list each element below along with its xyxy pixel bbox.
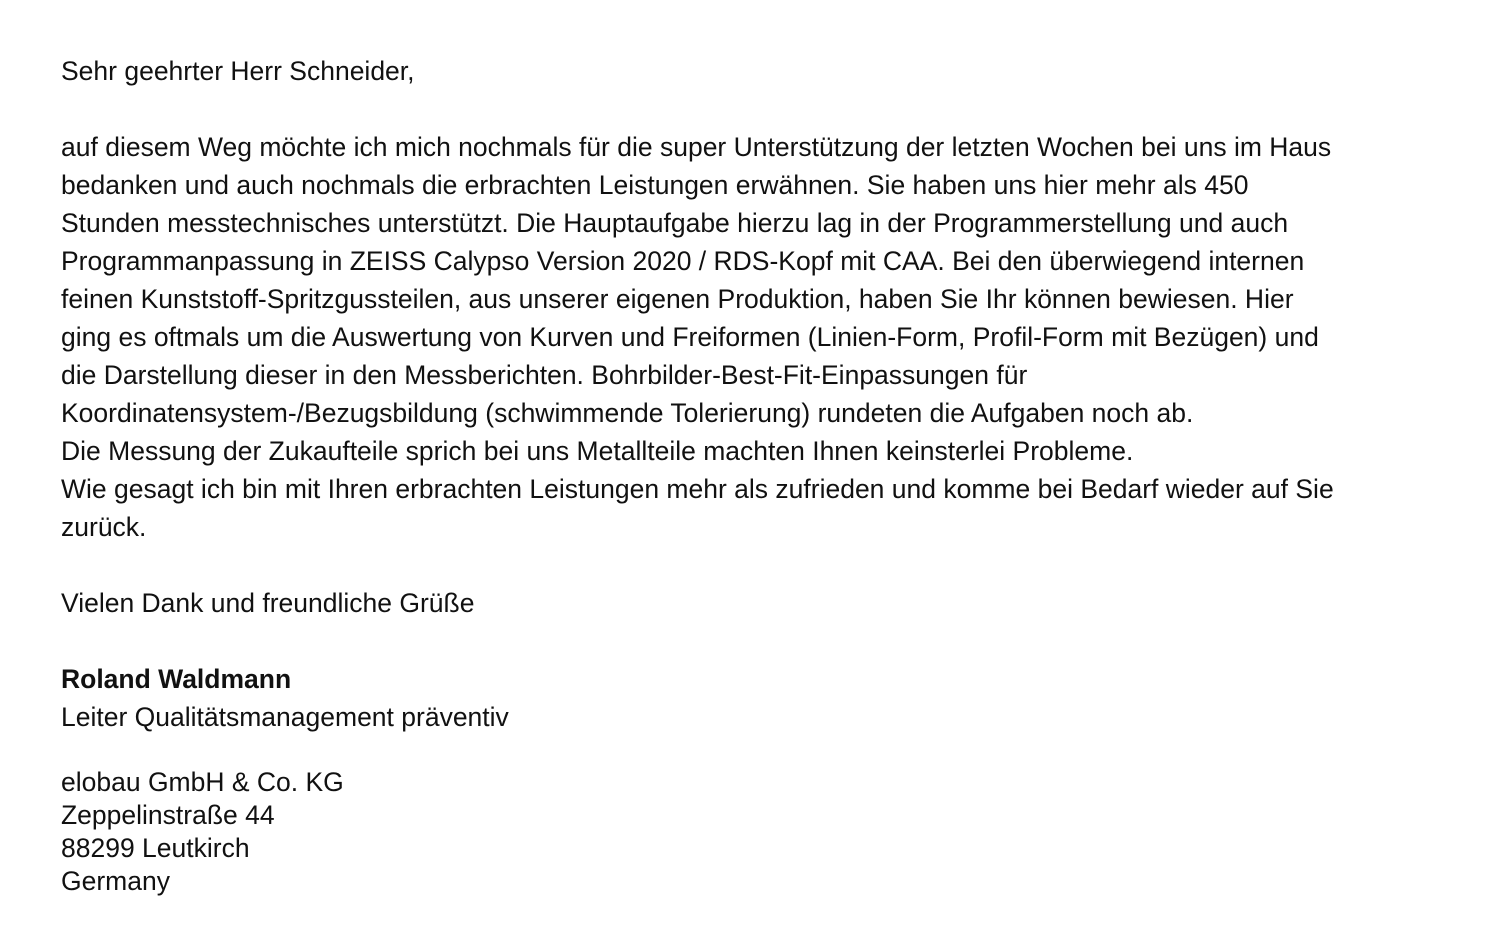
country: Germany <box>61 866 170 896</box>
body-line: ging es oftmals um die Auswertung von Kurven und Freiformen (Linien-Form, Profil-Form mit Bezügen) und <box>61 322 1319 352</box>
salutation: Sehr geehrter Herr Schneider, <box>61 56 415 86</box>
body-line: die Darstellung dieser in den Messberichten. Bohrbilder-Best-Fit-Einpassungen für <box>61 360 1028 390</box>
body-line: auf diesem Weg möchte ich mich nochmals für die super Unterstützung der letzten Wochen bei uns im Haus <box>61 132 1332 162</box>
letter <box>61 52 1461 898</box>
body-line: Programmanpassung in ZEISS Calypso Version 2020 / RDS-Kopf mit CAA. Bei den überwiegend internen <box>61 246 1305 276</box>
body-line: feinen Kunststoff-Spritzgussteilen, aus unserer eigenen Produktion, haben Sie Ihr können bewiesen. Hier <box>61 284 1294 314</box>
body-line: Die Messung der Zukaufteile sprich bei uns Metallteile machten Ihnen keinsterlei Probleme. <box>61 436 1134 466</box>
body-line: Stunden messtechnisches unterstützt. Die Hauptaufgabe hierzu lag in der Programmerstellung und auch <box>61 208 1289 238</box>
city: 88299 Leutkirch <box>61 833 250 863</box>
letter-body <box>61 128 1461 546</box>
street-address: Zeppelinstraße 44 <box>61 800 275 830</box>
signature-name: Roland Waldmann <box>61 664 292 694</box>
body-line: Wie gesagt ich bin mit Ihren erbrachten Leistungen mehr als zufrieden und komme bei Bedarf wieder auf Sie <box>61 474 1334 504</box>
company-address <box>61 766 1461 898</box>
spacer <box>61 622 1461 660</box>
spacer <box>61 546 1461 584</box>
body-line: bedanken und auch nochmals die erbrachten Leistungen erwähnen. Sie haben uns hier mehr als 450 <box>61 170 1249 200</box>
closing: Vielen Dank und freundliche Grüße <box>61 588 475 618</box>
spacer <box>61 90 1461 128</box>
body-line: zurück. <box>61 512 147 542</box>
company-name: elobau GmbH & Co. KG <box>61 767 344 797</box>
signature-title: Leiter Qualitätsmanagement präventiv <box>61 702 509 732</box>
body-line: Koordinatensystem-/Bezugsbildung (schwimmende Tolerierung) rundeten die Aufgaben noch ab. <box>61 398 1194 428</box>
